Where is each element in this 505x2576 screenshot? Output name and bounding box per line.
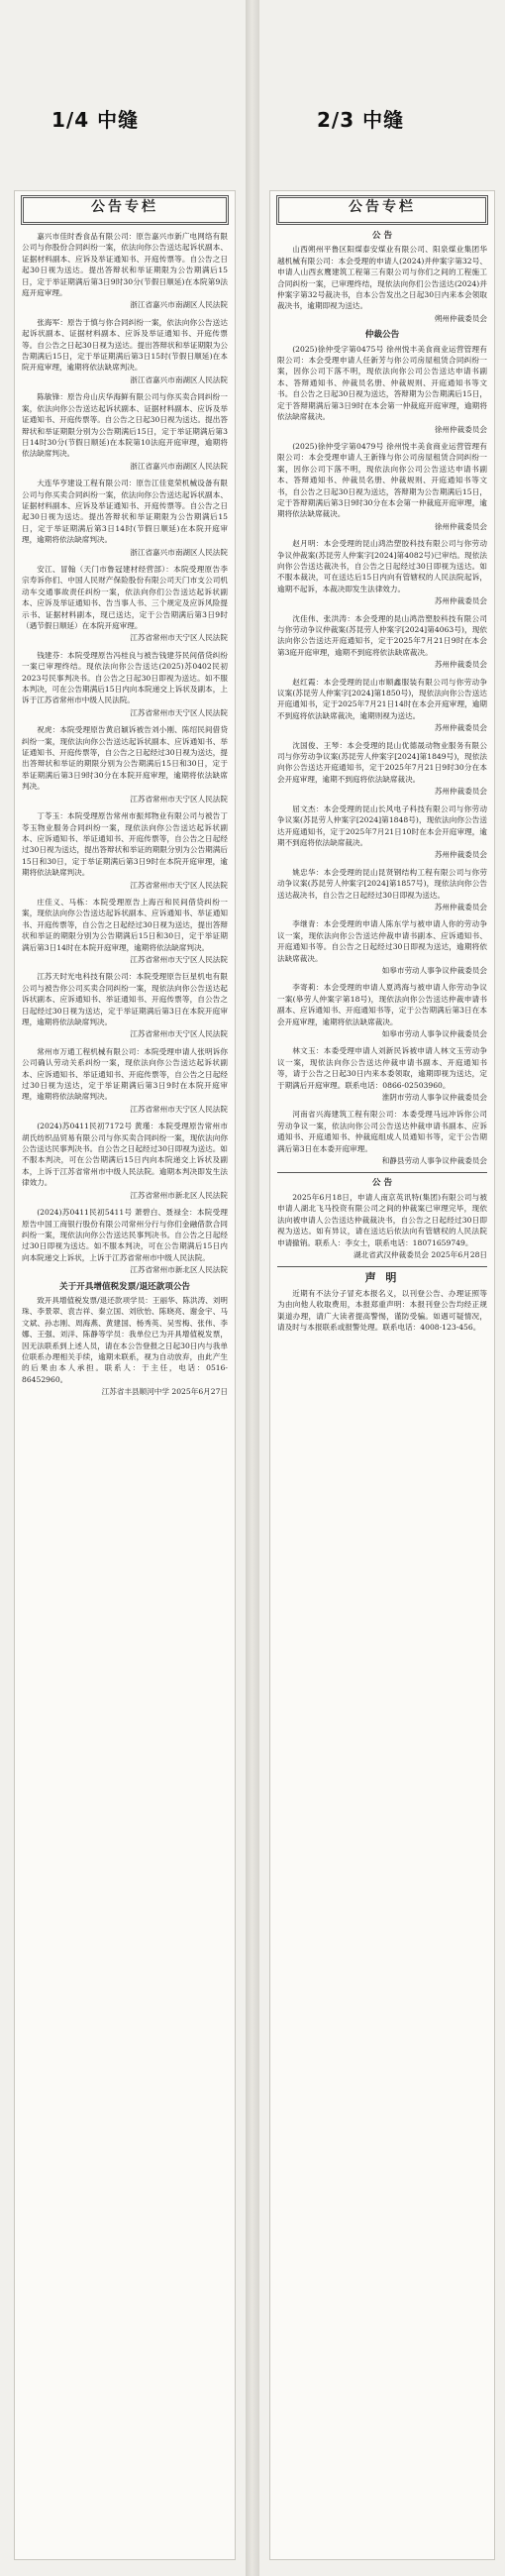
notice-body: 河南省兴海建筑工程有限公司：本委受理马远冲诉你公司劳动争议一案，依法向你公司公告送达仲裁申请书副本、应诉通知书、开庭通知书、仲裁庭组成人员通知书等，定于公告期满后第3日在本委开庭审理。 xyxy=(277,1110,487,1153)
left-column-heading: 1/4 中缝 xyxy=(51,108,140,132)
notice-signature: 苏州仲裁委员会 xyxy=(434,902,487,912)
legal-notice xyxy=(22,391,228,472)
notice-signature: 江苏省常州市天宁区人民法院 xyxy=(130,1029,228,1039)
legal-notice xyxy=(22,478,228,558)
notice-signature: 浙江省嘉兴市南湖区人民法院 xyxy=(130,375,228,384)
legal-notice xyxy=(22,1282,228,1398)
legal-notice xyxy=(22,971,228,1039)
legal-notice xyxy=(22,724,228,805)
legal-notice xyxy=(277,1272,487,1333)
notice-signature: 江苏省常州市天宁区人民法院 xyxy=(130,794,228,804)
notice-body: 祝虎：本院受理原告黄启颖诉被告刘小刚、陈绍民间借贷纠纷一案，现依法向你公告送达起诉状副本、应诉通知书、举证通知书、开庭传票等，自公告之日起经过30日视为送达，提出答辩状和举证的期限分别为公告期满后15日和30日，定于举证期满后第3日9时30分在本院开庭审理，逾期将依法缺席判决。 xyxy=(22,725,228,792)
notice-signature: 江苏省常州市天宁区人民法院 xyxy=(130,954,228,964)
legal-notice xyxy=(22,231,228,311)
left-notice-list xyxy=(15,231,235,1398)
notice-body: 2025年6月18日，申请人南京英讯特(集团)有限公司与被申请人湖北飞马投资有限公司之间的仲裁案已审理完毕，现依法向被申请人公告送达仲裁裁决书，自公告之日起经过30日即视为送达。如有异议，请在送达后依法向有管辖权的人民法院申请撤销。联系人：李女士，联系电话：18071659749。 xyxy=(277,1192,487,1247)
notice-body: 林文玉：本委受理申请人刘新民诉被申请人林文玉劳动争议一案，现依法向你公告送达仲裁申请书副本、开庭通知书等，请于公告之日起30日内来本委领取，逾期即视为送达，定于期满后开庭审理。联系电话：0866-02503960。 xyxy=(277,1046,487,1090)
notice-body: 李寄莉：本会受理的申请人夏鸿海与被申请人你劳动争议一案(皋劳人仲案字第18号)，现依法向你公告送达仲裁申请书副本、应诉通知书、开庭通知书等，定于公告期满后第3日在本会开庭审理，逾期将依法缺席裁决。 xyxy=(277,983,487,1026)
notice-signature: 江苏省常州市天宁区人民法院 xyxy=(130,880,228,890)
legal-notice xyxy=(22,317,228,385)
notice-signature: 徐州仲裁委员会 xyxy=(434,424,487,434)
legal-notice xyxy=(277,538,487,606)
notice-body: 赵月明：本会受理的昆山鸿浩塑胶科技有限公司与你劳动争议仲裁案(苏昆劳人仲案字[2024]第4082号)已审结。现依法向你公告送达裁决书，自公告之日起经过30日即视为送达。如不服本裁决，可在送达后15日内向有管辖权的人民法院起诉，逾期不起诉，本裁决即发生法律效力。 xyxy=(277,539,487,593)
notice-body: 嘉兴市佳时香食品有限公司：原告嘉兴市新广电网络有限公司与你股份合同纠纷一案，依法向你公告送达起诉状副本、证据材料副本、应诉及举证通知书、开庭传票等。自公告之日起30日视为送达。提出答辩状和举证期限为公告期满后15日，定于举证期满后第3日9时30分(节假日顺延)在本院第9法庭开庭审理。 xyxy=(22,232,228,298)
notice-signature: 苏州仲裁委员会 xyxy=(434,787,487,797)
notice-signature: 如皋市劳动人事争议仲裁委员会 xyxy=(381,1029,487,1038)
notice-signature: 苏州仲裁委员会 xyxy=(434,596,487,606)
notice-signature: 和静县劳动人事争议仲裁委员会 xyxy=(381,1156,487,1166)
page-fold-gutter xyxy=(246,0,259,2576)
notice-title: 仲裁公告 xyxy=(364,330,400,341)
notice-signature: 湖北省武汉仲裁委员会 2025年6月28日 xyxy=(354,1249,487,1259)
notice-title: 关于开具增值税发票/退还款项公告 xyxy=(58,1281,191,1292)
notice-signature: 浙江省嘉兴市南湖区人民法院 xyxy=(130,461,228,471)
notice-body: (2025)徐仲受字第0479号 徐州悦丰美食商业运营管理有限公司：本会受理申请人王新锋与你公司房屋租赁合同纠纷一案，因你公司下落不明，现依法向你公司公告送达申请书副本、答辩通知书、仲裁员名册、仲裁规则、开庭通知书等文书，自公告之日起30日视为送达，答辩期为公告期满后15日，定于答辩期满后第3日9时30分在本会第一仲裁庭开庭审理，逾期将依法缺席裁决。 xyxy=(277,441,487,519)
notice-signature: 江苏省常州市天宁区人民法院 xyxy=(130,633,228,643)
left-panel-banner: 公告专栏 xyxy=(21,195,229,225)
notice-signature: 如皋市劳动人事争议仲裁委员会 xyxy=(381,965,487,975)
notice-body: 致开具增值税发票/退还款项学员：王丽华、陈洪涛、刘明珠、李景翠、袁吉祥、秦立国、刘欣怡、陈晓亮、谢金宇、马文斌、孙志刚、周海燕、黄建国、杨秀英、吴雪梅、张伟、李娜、王强、刘洋、陈静等学员：我单位已为开具增值税发票，因无法联系到上述人员，请在本公告登报之日起30日内与我单位联系办理相关手续，逾期未联系，视为自动放弃，由此产生的后果由本人承担。联系人：于主任，电话：0516-86452960。 xyxy=(22,1295,228,1384)
notice-body: 钱建芬：本院受理原告冯桂良与被告钱建芬民间借贷纠纷一案已审理终结。现依法向你公告送达(2025)苏0402民初2023号民事判决书。自公告之日起30日即视为送达。如不服本判决，可在公告期满后15日内向本院递交上诉状及副本，上诉于江苏省常州市中级人民法院。 xyxy=(22,650,228,705)
notice-signature: 徐州仲裁委员会 xyxy=(434,521,487,531)
notice-signature: 浙江省嘉兴市南湖区人民法院 xyxy=(130,547,228,557)
notice-body: 赵红霞：本会受理的昆山市顺鑫服装有限公司与你劳动争议案(苏昆劳人仲案字[2024]第1850号)，现依法向你公告送达开庭通知书，定于2025年7月21日14时在本会开庭审理，逾期不到庭将依法缺席裁决，逾期则视为送达。 xyxy=(277,677,487,720)
notice-body: 沈国俊、王琴：本会受理的昆山优德晟动物业服务有限公司与你劳动争议案(苏昆劳人仲案字[2024]第1849号)，现依法向你公告送达开庭通知书，定于2025年7月21日9时30分在本会开庭审理，逾期不到庭将依法缺席裁决。 xyxy=(277,740,487,784)
notice-body: 大连华亨建设工程有限公司：原告江佳竟荣机械设备有限公司与你买卖合同纠纷一案，依法向你公告送达起诉状副本、证据材料副本、应诉及举证通知书、开庭传票等。自公告之日起30日视为送达。提出答辩状和举证期限为公告期满后15日，定于举证期满后第3日14时(节假日顺延)在本院开庭审理，逾期将依法缺席判决。 xyxy=(22,479,228,545)
legal-notice xyxy=(277,441,487,532)
notice-title: 公 告 xyxy=(371,231,393,241)
right-column xyxy=(259,0,505,2576)
notice-signature: 淮阴市劳动人事争议仲裁委员会 xyxy=(381,1093,487,1103)
notice-signature: 苏州仲裁委员会 xyxy=(434,723,487,733)
notice-body: 陈敏锋：原告舟山庆华海鲜有限公司与你买卖合同纠纷一案，依法向你公告送达起诉状副本、证据材料副本、应诉及举证通知书、开庭传票等。自公告之日起30日视为送达。提出答辩状和举证期限分别为公告期满后15日，定于举证期满后第3日14时30分(节假日顺延)在本院第10法庭开庭审理，逾期将依法缺席判决。 xyxy=(22,392,228,459)
legal-notice xyxy=(277,804,487,861)
legal-notice xyxy=(277,1178,487,1260)
notice-signature: 浙江省嘉兴市南湖区人民法院 xyxy=(130,300,228,310)
notice-body: 姚忠华：本会受理的昆山昆贤钢结构工程有限公司与你劳动争议案(苏昆劳人仲案字[2024]第1857号)，现依法向你公告送达裁决书，自公告之日起经过30日即视为送达。 xyxy=(277,867,487,900)
notice-signature: 朔州仲裁委员会 xyxy=(434,313,487,323)
legal-notice xyxy=(22,650,228,718)
right-notice-list xyxy=(270,231,494,1333)
notice-body: 江苏天时光电科技有限公司：本院受理原告巨星机电有限公司与被告你公司买卖合同纠纷一案，现依法向你公告送达起诉状副本、应诉通知书、举证通知书、开庭传票等，自公告之日起经过30日视为送达，定于举证期满后第3日在本院开庭审理，逾期将依法缺席判决。 xyxy=(22,972,228,1026)
notice-title: 公 告 xyxy=(371,1178,393,1189)
notice-body: 沈佳伟、张洪涛：本会受理的昆山鸿浩塑胶科技有限公司与你劳动争议仲裁案(苏昆劳人仲案字[2024]第4063号)，现依法向你公告送达开庭通知书，定于2025年7月21日9时在本会第3庭开庭审理，逾期不到庭将依法缺席裁决。 xyxy=(277,613,487,657)
notice-signature: 江苏省丰县顺河中学 2025年6月27日 xyxy=(101,1387,228,1397)
legal-notice xyxy=(277,867,487,913)
legal-notice xyxy=(22,810,228,891)
section-rule xyxy=(277,1266,487,1267)
legal-notice xyxy=(277,1109,487,1166)
notice-body: 常州市万通工程机械有限公司：本院受理申请人张明诉你公司确认劳动关系纠纷一案，现依法向你公告送达起诉状副本、应诉通知书、举证通知书、开庭传票等，自公告之日起经过30日视为送达，定于举证期满后第3日9时在本院开庭审理，逾期将依法缺席判决。 xyxy=(22,1046,228,1102)
notice-body: 丁苓玉：本院受理原告常州市振邦物业有限公司与被告丁苓玉物业服务合同纠纷一案，现依法向你公告送达起诉状副本、应诉通知书、举证通知书、开庭传票等，自公告之日起经过30日视为送达，提出答辩状和举证的期限分别为公告期满后15日和30日，定于举证期满后第3日9时在本院开庭审理，逾期将依法缺席判决。 xyxy=(22,811,228,878)
legal-notice xyxy=(277,677,487,734)
left-column xyxy=(0,0,246,2576)
notice-body: 屈文杰：本会受理的昆山长风电子科技有限公司与你劳动争议案(苏昆劳人仲案字[2024]第1848号)，现依法向你公告送达开庭通知书，定于2025年7月21日10时在本会开庭审理，逾期不到庭将依法缺席裁决。 xyxy=(277,804,487,847)
legal-notice xyxy=(277,982,487,1039)
notice-body: (2024)苏0411民初7172号 黄瑾：本院受理原告常州市胡氏纺织品贸易有限公司与你买卖合同纠纷一案，现依法向你公告送达民事判决书。自公告之日起经过30日即视为送达。如不服本判决，可在公告期满后15日内向本院递交上诉状及副本，上诉于江苏省常州市中级人民法院。逾期本判决即发生法律效力。 xyxy=(22,1122,228,1188)
notice-signature: 江苏省常州市天宁区人民法院 xyxy=(130,707,228,717)
notice-body: (2025)徐仲受字第0475号 徐州悦丰美食商业运营管理有限公司：本会受理申请人任新芳与你公司房屋租赁合同纠纷一案，因你公司下落不明，现依法向你公司公告送达申请书副本、答辩通知书、仲裁员名册、仲裁规则、开庭通知书等文书。自公告之日起30日视为送达，答辩期为公告期满后15日，定于答辩期满后第3日9时在本会第一仲裁庭开庭审理，逾期将依法缺席裁决。 xyxy=(277,344,487,422)
legal-notice xyxy=(22,1121,228,1201)
legal-notice xyxy=(22,1046,228,1115)
section-rule xyxy=(277,1172,487,1173)
notice-signature: 江苏省常州市天宁区人民法院 xyxy=(130,1104,228,1114)
left-notice-panel xyxy=(14,190,236,2560)
notice-body: 庄佳义、马栋：本院受理原告上海百和民间借贷纠纷一案，现依法向你公告送达起诉状副本、应诉通知书、举证通知书、开庭传票等，自公告之日起经过30日视为送达，提出答辩状和举证的期限分别为公告期满后15日和30日，定于举证期满后第3日14时在本院开庭审理，逾期将依法缺席判决。 xyxy=(22,897,228,952)
legal-notice xyxy=(277,1045,487,1103)
right-panel-banner: 公告专栏 xyxy=(276,195,488,225)
notice-signature: 苏州仲裁委员会 xyxy=(434,850,487,860)
legal-notice xyxy=(277,613,487,671)
notice-signature: 江苏省常州市新北区人民法院 xyxy=(130,1190,228,1200)
notice-body: 李继青：本会受理的申请人陈东学与被申请人你的劳动争议一案，现依法向你公告送达仲裁申请书副本、应诉通知书、开庭通知书等。自公告之日起经过30日即视为送达，逾期将依法缺席裁决。 xyxy=(277,919,487,963)
notice-signature: 苏州仲裁委员会 xyxy=(434,660,487,670)
right-column-heading: 2/3 中缝 xyxy=(317,108,405,132)
notice-body: (2024)苏0411民初5411号 萧碧白、聂禄全：本院受理原告中国工商银行股份有限公司常州分行与你们金融借款合同纠纷一案，现依法向你公告送达民事判决书。自公告之日起经过30日即视为送达。如不服本判决，可在公告期满后15日内向本院递交上诉状，上诉于江苏省常州市中级人民法院。 xyxy=(22,1208,228,1262)
notice-body: 安江、冒翰（天门市鲁冠建材经营部）：本院受理原告李宗寿诉你们、中国人民财产保险股份有限公司天门市支公司机动车交通事故责任纠纷一案，依法向你们公告送达起诉状副本、应诉及举证通知书、告当事人书、三个规定及应诉风险提示书、证据材料副本，现已送达，定于公告期满后第3日9时（遇节假日顺延）在本院开庭审理。 xyxy=(22,564,228,630)
notice-signature: 江苏省常州市新北区人民法院 xyxy=(130,1265,228,1275)
legal-notice xyxy=(277,918,487,976)
legal-notice xyxy=(22,564,228,644)
legal-notice xyxy=(277,231,487,324)
legal-notice xyxy=(22,1207,228,1275)
legal-notice xyxy=(277,330,487,435)
legal-notice xyxy=(22,897,228,965)
notice-body: 山西朔州平鲁区阳煤泰安煤业有限公司、阳泉煤业集团华越机械有限公司：本会受理的申请人(2024)并仲案字第32号、申请人山西玄鹰建筑工程第三有限公司与你们之间的工程施工合同纠纷一案，已审理终结，现依法向你们公告送达(2024)并仲案字第32号裁决书，自本公告发出之日起30日内来本会领取裁决书，逾期即视为送达。 xyxy=(277,245,487,311)
notice-title: 声 明 xyxy=(364,1271,400,1285)
notice-body: 近期有不法分子冒充本报名义，以刊登公告、办理证照等为由向他人收取费用，本报郑重声明：本报刊登公告均经正规渠道办理，请广大读者提高警惕，谨防受骗。如遇可疑情况，请及时与本报联系或报警处理。联系电话：4008-123-456。 xyxy=(277,1288,487,1332)
notice-body: 张海军：原告于慎与你合同纠纷一案，依法向你公告送达起诉状副本、证据材料副本、应诉及举证通知书、开庭传票等。自公告之日起30日视为送达。提出答辩状和举证期限为公告期满后15日，定于举证期满后第3日15时(节假日顺延)在本院开庭审理，逾期将依法缺席判决。 xyxy=(22,317,228,373)
right-notice-panel xyxy=(269,190,495,2560)
legal-notice xyxy=(277,740,487,798)
